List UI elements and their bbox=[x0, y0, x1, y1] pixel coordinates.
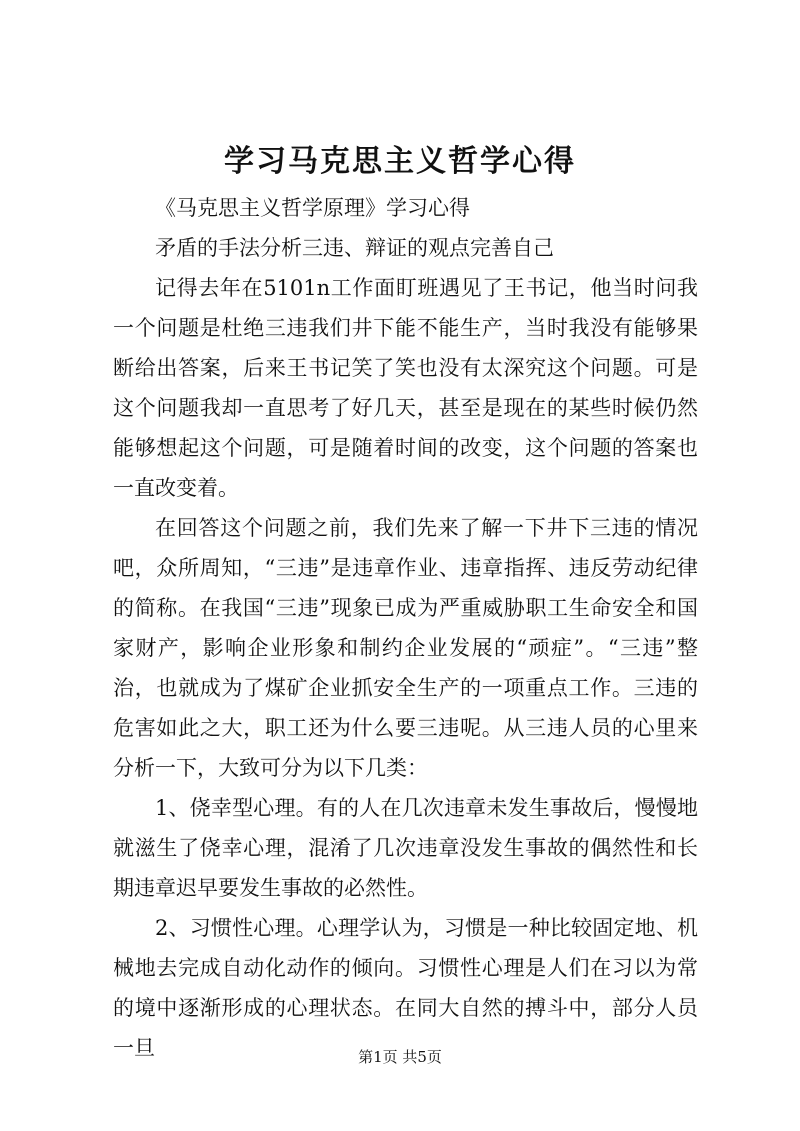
body-paragraph-item-1: 1、侥幸型心理。有的人在几次违章未发生事故后，慢慢地就滋生了侥幸心理，混淆了几次违章没发生事故的偶然性和长期违章迟早要发生事故的必然性。 bbox=[113, 796, 698, 900]
body-paragraph-background: 在回答这个问题之前，我们先来了解一下井下三违的情况吧，众所周知，“三违”是违章作业、违章指挥、违反劳动纪律的简称。在我国“三违”现象已成为严重威胁职工生命安全和国家财产，影响企业形象和制约企业发展的“顽症”。“三违”整治，也就成为了煤矿企业抓安全生产的一项重点工作。三违的危害如此之大，职工还为什么要三违呢。从三违人员的心里来分析一下，大致可分为以下几类： bbox=[113, 516, 698, 780]
body-paragraph-intro: 记得去年在5101n工作面盯班遇见了王书记，他当时问我一个问题是杜绝三违我们井下能不能生产，当时我没有能够果断给出答案，后来王书记笑了笑也没有太深究这个问题。可是这个问题我却一直思考了好几天，甚至是现在的某些时候仍然能够想起这个问题，可是随着时间的改变，这个问题的答案也一直改变着。 bbox=[113, 276, 698, 500]
subtitle-paragraph: 《马克思主义哲学原理》学习心得 bbox=[155, 196, 470, 220]
document-body bbox=[113, 188, 698, 1068]
document-title: 学习马克思主义哲学心得 bbox=[224, 144, 576, 179]
heading-paragraph: 矛盾的手法分析三违、辩证的观点完善自己 bbox=[155, 236, 554, 260]
body-paragraph-item-2: 2、习惯性心理。心理学认为，习惯是一种比较固定地、机械地去完成自动化动作的倾向。习惯性心理是人们在习以为常的境中逐渐形成的心理状态。在同大自然的搏斗中，部分人员一旦 bbox=[113, 916, 698, 1060]
page-footer: 第1页 共5页 bbox=[358, 1048, 442, 1066]
